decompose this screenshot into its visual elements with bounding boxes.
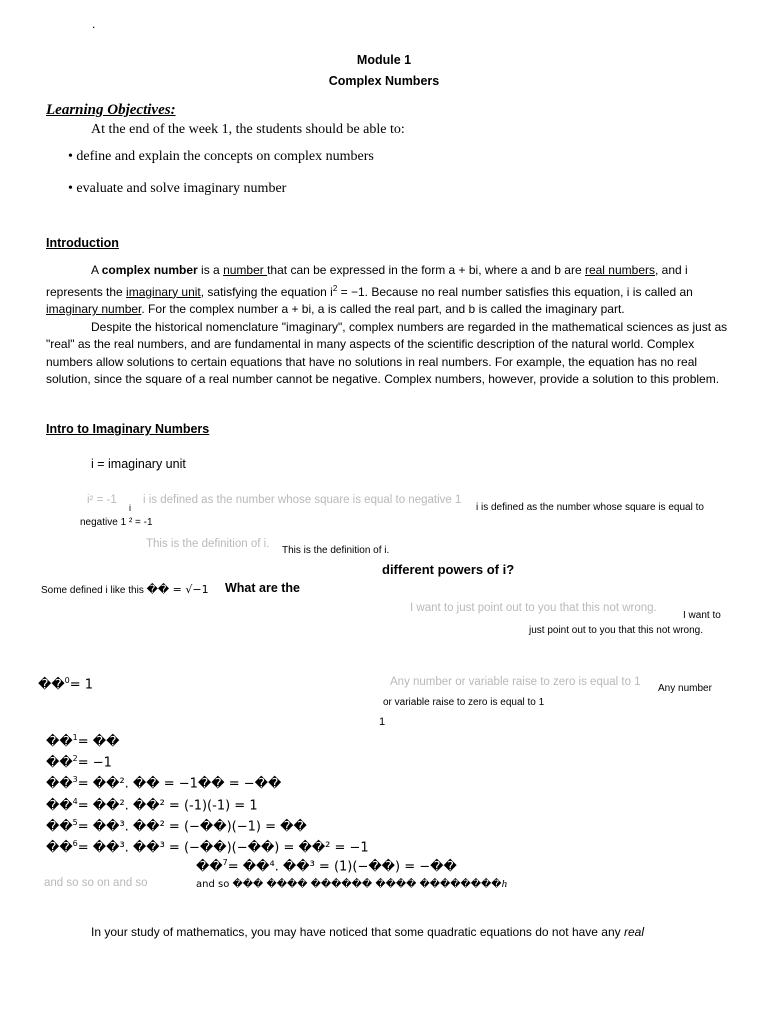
module-label: Module 1: [356, 53, 412, 67]
faint-and-so: and so so on and so: [44, 877, 148, 889]
powers-heading: different powers of i?: [382, 562, 515, 577]
small-i: i: [129, 503, 131, 513]
faint-definition-2: This is the definition of i.: [146, 538, 270, 550]
power-row: ��$^4$= ��². ��² = (-1)(-1) = 1: [46, 797, 258, 814]
power-0: ��$^0$= 1: [38, 676, 94, 693]
imaginary-unit-link[interactable]: imaginary unit: [126, 284, 201, 299]
definition-1-continued: negative 1 ² = -1: [80, 517, 153, 528]
objective-item: • evaluate and solve imaginary number: [68, 181, 287, 196]
objectives-intro: At the end of the week 1, the students should be able to:: [91, 122, 405, 137]
definition-1: i is defined as the number whose square is equal to: [476, 502, 704, 513]
real-numbers-link[interactable]: real numbers: [584, 263, 655, 277]
intro-paragraph-2: Despite the historical nomenclature "imaginary", complex numbers are regarded in the mathematical sciences as just as "real" as the real numbers, and are fundamental in many aspects of the scientific description of the natural world. Complex numbers allow solutions to certain equations that have no solutions in real numbers. For example, the equation has no real solution, since the square of a real number cannot be negative. Complex numbers, however, provide a solution to this problem.: [46, 319, 728, 386]
imaginary-unit-def: i = imaginary unit: [91, 457, 186, 471]
faint-i-squared: i² = -1: [87, 494, 117, 506]
power-row: ��$^3$= ��². �� = −1�� = −��: [46, 775, 282, 792]
and-so-line: and so ��� ���� ������ ���� ��������h: [196, 878, 508, 890]
point-out-b: just point out to you that this not wrong.: [529, 625, 703, 636]
page-title: Complex Numbers: [328, 74, 440, 88]
introduction-heading: Introduction: [46, 236, 119, 250]
definition-2: This is the definition of i.: [282, 545, 390, 556]
power-row: ��$^5$= ��³. ��² = (−��)(−1) = ��: [46, 818, 307, 835]
power-row: ��$^2$= −1: [46, 754, 112, 771]
footer-text: In your study of mathematics, you may have noticed that some quadratic equations do not have any real: [91, 925, 644, 939]
zero-rule-a: Any number: [658, 683, 712, 694]
imaginary-heading: Intro to Imaginary Numbers: [46, 422, 210, 436]
power-row: ��$^6$= ��³. ��³ = (−��)(−��) = ��² = −1: [46, 839, 369, 856]
faint-point-out: I want to just point out to you that this not wrong.: [410, 602, 657, 614]
imaginary-number-link[interactable]: imaginary number: [46, 302, 142, 316]
faint-zero-rule: Any number or variable raise to zero is equal to 1: [390, 676, 641, 688]
what-are-the: What are the: [225, 581, 301, 595]
some-defined: Some defined i like this �� = √−1: [41, 583, 209, 596]
power-row: ��$^1$= ��: [46, 733, 120, 750]
point-out-a: I want to: [683, 610, 721, 621]
zero-rule-b: or variable raise to zero is equal to 1: [383, 697, 545, 708]
number-link[interactable]: number: [223, 263, 268, 277]
faint-definition-1: i is defined as the number whose square is equal to negative 1: [143, 494, 462, 506]
introduction-text: [46, 262, 728, 389]
objective-item: • define and explain the concepts on complex numbers: [68, 149, 374, 164]
intro-paragraph-1: A complex number is a number that can be expressed in the form a + bi, where a and b are real numbers, and i represents the imaginary unit, satisfying the equation $i^2 = -1$. Because no real number satisfies this equation, i is called an imaginary number. For the complex number a + bi, a is called the real part, and b is called the imaginary part.: [46, 263, 693, 316]
objectives-heading: Learning Objectives:: [46, 102, 176, 118]
one-label: 1: [379, 716, 386, 728]
power-row: ��$^7$= ��⁴. ��³ = (1)(−��) = −��: [196, 858, 457, 875]
stray-dot: .: [92, 17, 96, 31]
